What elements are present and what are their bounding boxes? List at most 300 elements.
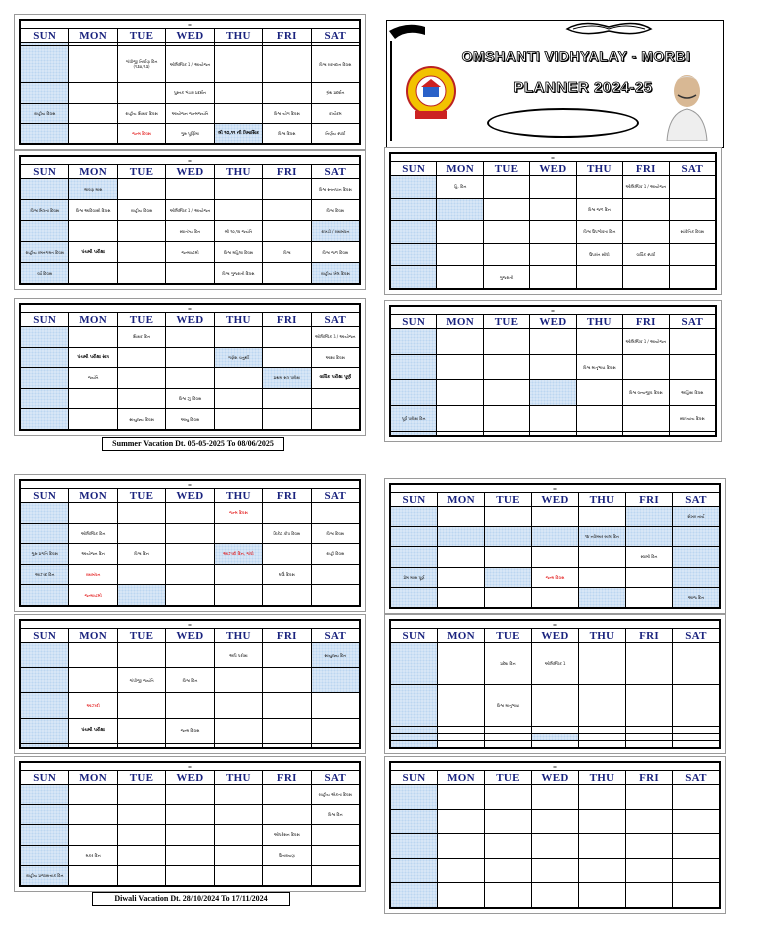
day-cell bbox=[263, 718, 311, 743]
day-cell bbox=[530, 243, 576, 266]
day-cell bbox=[21, 845, 69, 865]
day-cell bbox=[117, 347, 165, 368]
day-header-thu: THU bbox=[214, 771, 262, 785]
day-cell: ક્રિકેટ કોપ દિવસ bbox=[263, 523, 311, 544]
day-header-fri: FRI bbox=[623, 315, 669, 329]
day-cell bbox=[532, 883, 579, 908]
day-cell bbox=[263, 865, 311, 885]
week-row bbox=[21, 123, 360, 143]
day-header-sat: SAT bbox=[669, 162, 715, 176]
day-cell: ૧૪ નવેમ્બર બાલ દિન bbox=[579, 527, 626, 547]
day-header-thu: THU bbox=[576, 162, 622, 176]
day-header-sun: SUN bbox=[391, 315, 437, 329]
week-row bbox=[21, 743, 360, 747]
day-header-sat: SAT bbox=[311, 165, 359, 179]
day-header-sat: SAT bbox=[673, 771, 720, 785]
day-cell: આયોજન દિન bbox=[69, 544, 117, 565]
day-cell bbox=[626, 858, 673, 883]
day-cell bbox=[669, 431, 715, 435]
day-cell bbox=[69, 805, 117, 825]
day-cell bbox=[438, 734, 485, 741]
day-cell: વિશ્વ મિત્રતા દિવસ bbox=[21, 200, 69, 221]
day-cell bbox=[263, 179, 311, 200]
day-cell bbox=[532, 785, 579, 810]
calendar-month-6 bbox=[384, 147, 722, 295]
day-cell bbox=[438, 587, 485, 607]
day-cell: આશા દિવસ bbox=[311, 347, 359, 368]
day-cell bbox=[21, 805, 69, 825]
day-header-mon: MON bbox=[69, 771, 117, 785]
day-cell bbox=[69, 643, 117, 668]
day-cell: વિશ્વ સ્તનપાન દિવસ bbox=[311, 179, 359, 200]
day-cell bbox=[69, 668, 117, 693]
month-label: – bbox=[21, 621, 360, 629]
day-cell bbox=[166, 368, 214, 389]
month-label: – bbox=[391, 621, 720, 629]
day-cell bbox=[485, 785, 532, 810]
day-cell bbox=[391, 858, 438, 883]
day-cell: જન્માષ્ટમી bbox=[166, 242, 214, 263]
day-cell bbox=[214, 200, 262, 221]
calendar-grid bbox=[390, 153, 716, 289]
day-cell bbox=[214, 46, 262, 83]
week-row bbox=[21, 388, 360, 409]
day-cell bbox=[391, 176, 437, 199]
day-cell bbox=[117, 845, 165, 865]
calendar-grid bbox=[20, 156, 360, 284]
day-cell bbox=[391, 221, 437, 244]
day-cell: જન્મ દિવસ bbox=[117, 123, 165, 143]
week-row bbox=[21, 179, 360, 200]
day-header-mon: MON bbox=[437, 315, 483, 329]
calendar-grid bbox=[390, 620, 720, 748]
day-cell bbox=[311, 409, 359, 430]
day-header-mon: MON bbox=[69, 313, 117, 327]
day-header-tue: TUE bbox=[483, 315, 529, 329]
day-cell bbox=[579, 685, 626, 727]
day-cell bbox=[483, 406, 529, 432]
day-header-sun: SUN bbox=[391, 162, 437, 176]
day-cell bbox=[391, 266, 437, 289]
day-cell bbox=[214, 103, 262, 123]
day-cell bbox=[263, 544, 311, 565]
day-cell bbox=[438, 643, 485, 685]
week-row bbox=[391, 380, 716, 406]
month-label: – bbox=[21, 763, 360, 771]
day-cell bbox=[391, 734, 438, 741]
day-cell bbox=[117, 865, 165, 885]
day-cell: પંચમી પરીક્ષા bbox=[69, 718, 117, 743]
day-header-thu: THU bbox=[214, 313, 262, 327]
month-label: – bbox=[391, 763, 720, 771]
day-cell bbox=[166, 503, 214, 524]
day-cell bbox=[21, 718, 69, 743]
day-cell bbox=[438, 785, 485, 810]
week-row bbox=[391, 527, 720, 547]
week-row bbox=[391, 587, 720, 607]
day-cell bbox=[391, 329, 437, 355]
day-cell bbox=[21, 523, 69, 544]
day-cell bbox=[21, 503, 69, 524]
day-cell: જન્માષ્ટમી bbox=[69, 585, 117, 606]
day-cell bbox=[485, 527, 532, 547]
day-cell bbox=[311, 693, 359, 718]
week-row bbox=[21, 544, 360, 565]
day-cell bbox=[626, 809, 673, 834]
diwali-vacation-caption: Diwali Vacation Dt. 28/10/2024 To 17/11/2024 bbox=[92, 892, 290, 906]
day-header-fri: FRI bbox=[626, 629, 673, 643]
day-cell bbox=[532, 734, 579, 741]
day-cell bbox=[485, 507, 532, 527]
calendar-month-2 bbox=[14, 150, 366, 290]
planner-header bbox=[386, 20, 724, 148]
day-header-sun: SUN bbox=[21, 29, 69, 43]
day-cell bbox=[166, 179, 214, 200]
day-header-sun: SUN bbox=[21, 629, 69, 643]
day-cell bbox=[623, 406, 669, 432]
day-header-tue: TUE bbox=[485, 493, 532, 507]
day-cell bbox=[438, 809, 485, 834]
day-cell bbox=[530, 221, 576, 244]
calendar-grid bbox=[20, 620, 360, 748]
day-cell bbox=[214, 179, 262, 200]
day-cell bbox=[69, 825, 117, 845]
day-cell bbox=[485, 809, 532, 834]
day-cell bbox=[69, 221, 117, 242]
day-cell bbox=[311, 388, 359, 409]
day-cell bbox=[263, 503, 311, 524]
school-name: OMSHANTI VIDHYALAY - MORBI bbox=[461, 48, 691, 64]
day-header-wed: WED bbox=[166, 771, 214, 785]
day-header-tue: TUE bbox=[117, 771, 165, 785]
day-cell: ઓલિમ્પિક ડે / આયોજન bbox=[166, 200, 214, 221]
day-cell: વિશ્વ દિન bbox=[311, 805, 359, 825]
day-header-wed: WED bbox=[532, 629, 579, 643]
day-cell: ગુરુ પૂર્ણિમા bbox=[166, 123, 214, 143]
day-cell bbox=[483, 221, 529, 244]
day-cell bbox=[117, 785, 165, 805]
day-cell bbox=[669, 329, 715, 355]
day-cell bbox=[214, 743, 262, 747]
day-cell: ઓલિમ્પિક દિન bbox=[69, 523, 117, 544]
day-cell bbox=[485, 547, 532, 567]
day-cell bbox=[21, 327, 69, 348]
day-cell bbox=[311, 564, 359, 585]
calendar-month-1 bbox=[14, 14, 366, 150]
day-cell: ઘઉં દિવસ bbox=[263, 564, 311, 585]
day-header-fri: FRI bbox=[263, 29, 311, 43]
day-header-mon: MON bbox=[438, 629, 485, 643]
month-label: – bbox=[21, 21, 360, 29]
week-row bbox=[391, 547, 720, 567]
day-cell bbox=[623, 431, 669, 435]
day-cell bbox=[166, 327, 214, 348]
day-cell bbox=[673, 567, 720, 587]
week-row bbox=[21, 643, 360, 668]
day-header-sat: SAT bbox=[311, 771, 359, 785]
day-cell: વિશ્વ મહિલા દિવસ bbox=[214, 242, 262, 263]
week-row bbox=[391, 431, 716, 435]
week-row bbox=[391, 883, 720, 908]
day-cell bbox=[311, 668, 359, 693]
week-row bbox=[391, 643, 720, 685]
week-row bbox=[391, 507, 720, 527]
day-header-sat: SAT bbox=[673, 629, 720, 643]
day-cell: ગુજરાતી bbox=[483, 266, 529, 289]
week-row bbox=[21, 368, 360, 389]
day-cell: સ્વામી દિન bbox=[626, 547, 673, 567]
day-cell bbox=[673, 527, 720, 547]
day-header-fri: FRI bbox=[263, 771, 311, 785]
week-row bbox=[21, 83, 360, 103]
day-cell bbox=[263, 200, 311, 221]
calendar-month-9 bbox=[14, 614, 366, 754]
week-row bbox=[391, 329, 716, 355]
day-cell: રાષ્ટ્રીય દિવસ bbox=[21, 103, 69, 123]
day-cell bbox=[532, 587, 579, 607]
day-cell bbox=[69, 123, 117, 143]
day-cell bbox=[69, 388, 117, 409]
day-cell bbox=[437, 406, 483, 432]
day-cell: ગાંધીજી નિર્વાણ દિન (૧૩૦,૧૩) bbox=[117, 46, 165, 83]
day-cell bbox=[117, 242, 165, 263]
day-cell bbox=[438, 741, 485, 748]
day-cell bbox=[21, 388, 69, 409]
day-cell bbox=[438, 547, 485, 567]
week-row bbox=[391, 785, 720, 810]
day-header-mon: MON bbox=[69, 489, 117, 503]
day-cell bbox=[69, 865, 117, 885]
day-cell bbox=[438, 858, 485, 883]
day-header-mon: MON bbox=[69, 165, 117, 179]
week-row bbox=[391, 221, 716, 244]
day-cell bbox=[391, 431, 437, 435]
day-cell: ઓલિમ્પિક ડે / આયોજન bbox=[623, 176, 669, 199]
day-cell bbox=[263, 668, 311, 693]
day-cell: ગુરુ પ્રગતિ દિવસ bbox=[21, 544, 69, 565]
week-row bbox=[391, 809, 720, 834]
planner-title: PLANNER 2024-25 bbox=[513, 79, 653, 96]
day-cell bbox=[21, 693, 69, 718]
day-cell bbox=[21, 368, 69, 389]
day-cell bbox=[263, 785, 311, 805]
day-cell bbox=[483, 354, 529, 380]
day-cell bbox=[166, 263, 214, 284]
week-row bbox=[391, 741, 720, 748]
day-cell bbox=[438, 883, 485, 908]
day-cell bbox=[166, 643, 214, 668]
day-cell bbox=[391, 243, 437, 266]
day-header-sat: SAT bbox=[673, 493, 720, 507]
summer-vacation-caption: Summer Vacation Dt. 05-05-2025 To 08/06/2025 bbox=[102, 437, 284, 451]
day-header-sun: SUN bbox=[21, 165, 69, 179]
day-cell: સ્વાધ્યાય દિવસ bbox=[669, 406, 715, 432]
calendar-grid bbox=[390, 306, 716, 436]
day-cell: શ્રાવણ માસ bbox=[69, 179, 117, 200]
week-row bbox=[21, 564, 360, 585]
week-row bbox=[21, 242, 360, 263]
day-cell: હિ. દિન bbox=[437, 176, 483, 199]
day-cell bbox=[579, 858, 626, 883]
day-header-sun: SUN bbox=[391, 629, 438, 643]
day-header-fri: FRI bbox=[626, 771, 673, 785]
day-cell: ઓલિમ્પિક ડે bbox=[532, 643, 579, 685]
day-cell: વિશ્વ વન્યજીવ દિવસ bbox=[623, 380, 669, 406]
week-row bbox=[391, 176, 716, 199]
day-cell bbox=[214, 409, 262, 430]
day-cell bbox=[532, 741, 579, 748]
day-header-wed: WED bbox=[166, 629, 214, 643]
day-cell bbox=[391, 354, 437, 380]
day-header-tue: TUE bbox=[117, 629, 165, 643]
day-cell bbox=[117, 564, 165, 585]
day-header-tue: TUE bbox=[117, 29, 165, 43]
week-row bbox=[391, 266, 716, 289]
day-header-sun: SUN bbox=[21, 489, 69, 503]
day-cell bbox=[532, 527, 579, 547]
day-cell bbox=[117, 825, 165, 845]
day-cell bbox=[576, 406, 622, 432]
day-cell bbox=[579, 834, 626, 859]
day-header-thu: THU bbox=[214, 489, 262, 503]
day-header-thu: THU bbox=[214, 629, 262, 643]
day-cell: વિશ્વ જળ દિવસ bbox=[311, 242, 359, 263]
day-cell: રાષ્ટ્રીય એકતા દિવસ bbox=[311, 785, 359, 805]
day-cell bbox=[117, 179, 165, 200]
day-cell: સાયુજ્ય દિન bbox=[311, 643, 359, 668]
day-cell bbox=[437, 266, 483, 289]
week-row bbox=[391, 243, 716, 266]
school-emblem-icon bbox=[405, 61, 457, 123]
day-header-fri: FRI bbox=[263, 313, 311, 327]
day-cell: આઝાદી દિન, ગાંધી bbox=[214, 544, 262, 565]
day-cell bbox=[437, 198, 483, 221]
day-cell bbox=[626, 727, 673, 734]
month-label: – bbox=[391, 485, 720, 493]
week-row bbox=[21, 845, 360, 865]
day-cell bbox=[576, 266, 622, 289]
day-header-fri: FRI bbox=[626, 493, 673, 507]
day-cell bbox=[311, 845, 359, 865]
day-cell bbox=[579, 547, 626, 567]
week-row bbox=[21, 46, 360, 83]
day-cell bbox=[391, 809, 438, 834]
week-row bbox=[21, 103, 360, 123]
day-cell bbox=[530, 329, 576, 355]
day-cell bbox=[438, 685, 485, 727]
day-cell: આયોજન જન્મજયંતિ bbox=[166, 103, 214, 123]
day-header-sun: SUN bbox=[21, 313, 69, 327]
day-header-sun: SUN bbox=[391, 493, 438, 507]
day-cell bbox=[214, 785, 262, 805]
day-cell bbox=[311, 865, 359, 885]
day-cell bbox=[576, 380, 622, 406]
day-cell bbox=[485, 883, 532, 908]
day-cell bbox=[21, 643, 69, 668]
day-cell bbox=[117, 805, 165, 825]
day-cell bbox=[438, 507, 485, 527]
day-header-sat: SAT bbox=[311, 29, 359, 43]
day-cell: જયંતિ bbox=[69, 368, 117, 389]
day-cell: સાંકેતિક દિવસ bbox=[669, 221, 715, 244]
month-label: – bbox=[21, 305, 360, 313]
day-cell bbox=[69, 263, 117, 284]
day-cell bbox=[214, 668, 262, 693]
day-cell: આજ દિન bbox=[673, 587, 720, 607]
day-cell bbox=[673, 727, 720, 734]
day-cell bbox=[117, 643, 165, 668]
day-cell bbox=[626, 834, 673, 859]
day-cell bbox=[673, 858, 720, 883]
day-cell bbox=[214, 83, 262, 103]
day-cell bbox=[117, 503, 165, 524]
day-cell bbox=[530, 354, 576, 380]
day-cell: વિશ્વ માતૃભાષા bbox=[485, 685, 532, 727]
day-header-sat: SAT bbox=[311, 489, 359, 503]
day-cell bbox=[166, 523, 214, 544]
day-cell: ઓલિમ્પિક ડે / આયોજન bbox=[311, 327, 359, 348]
day-cell bbox=[214, 845, 262, 865]
month-label: – bbox=[391, 154, 716, 162]
day-header-thu: THU bbox=[214, 165, 262, 179]
day-cell bbox=[166, 845, 214, 865]
day-header-tue: TUE bbox=[483, 162, 529, 176]
day-cell bbox=[669, 198, 715, 221]
day-cell bbox=[623, 266, 669, 289]
day-cell bbox=[626, 567, 673, 587]
day-cell bbox=[166, 585, 214, 606]
day-header-thu: THU bbox=[579, 771, 626, 785]
day-cell bbox=[579, 741, 626, 748]
day-cell: વાર્ષિક પરીક્ષા પૂર્ણ bbox=[311, 368, 359, 389]
day-cell bbox=[626, 643, 673, 685]
day-cell bbox=[391, 785, 438, 810]
day-cell bbox=[117, 693, 165, 718]
day-cell: અહિંસા દિવસ bbox=[669, 380, 715, 406]
day-cell bbox=[21, 123, 69, 143]
week-row bbox=[21, 263, 360, 284]
day-cell bbox=[626, 527, 673, 547]
day-cell: રાષ્ટ્રી દિવસ bbox=[311, 544, 359, 565]
week-row bbox=[21, 865, 360, 885]
day-cell bbox=[21, 347, 69, 368]
day-cell: પ્રથમ સત્ર પરીક્ષા bbox=[263, 368, 311, 389]
day-cell bbox=[483, 431, 529, 435]
day-cell bbox=[626, 883, 673, 908]
day-cell bbox=[166, 805, 214, 825]
day-cell bbox=[437, 354, 483, 380]
week-row bbox=[21, 668, 360, 693]
day-cell: નિર્ણય સ્પર્ધા bbox=[311, 123, 359, 143]
day-cell bbox=[391, 741, 438, 748]
day-cell bbox=[673, 785, 720, 810]
week-row bbox=[21, 718, 360, 743]
day-cell: વિશ્વ માતૃભાષા દિવસ bbox=[576, 354, 622, 380]
day-cell: રાષ્ટ્રીય પ્રજાસત્તાક દિન bbox=[21, 865, 69, 885]
day-cell: વિશ્વ દિન bbox=[166, 668, 214, 693]
day-cell: પ્રેમ માસ પૂર્ણ bbox=[391, 567, 438, 587]
day-cell bbox=[437, 329, 483, 355]
day-cell: ઉત્તરાયણ bbox=[263, 845, 311, 865]
day-header-fri: FRI bbox=[263, 629, 311, 643]
decorative-scroll-icon bbox=[563, 19, 655, 39]
name-oval bbox=[487, 108, 639, 138]
calendar-month-3 bbox=[14, 298, 366, 436]
day-cell bbox=[263, 221, 311, 242]
day-cell: સાયુજ્ય દિવસ bbox=[117, 409, 165, 430]
day-cell bbox=[263, 409, 311, 430]
day-cell: શેખર નાર્ય bbox=[673, 507, 720, 527]
